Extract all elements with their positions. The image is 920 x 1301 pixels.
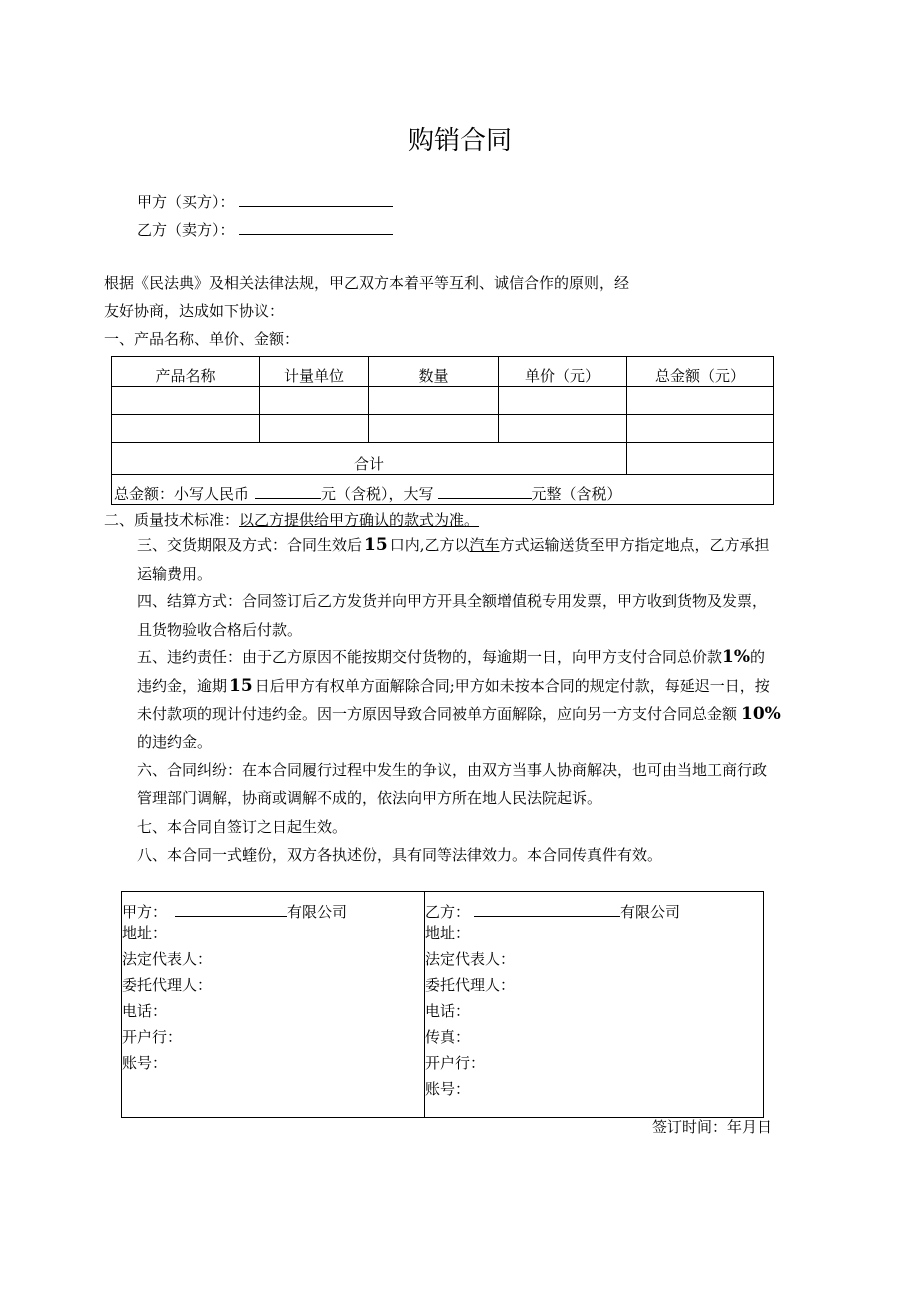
penalty-rate-1: 1% xyxy=(722,647,750,667)
section3-text-c: 方式运输送货至甲方指定地点，乙方承担 xyxy=(499,536,770,554)
seller-name-field[interactable] xyxy=(239,220,393,235)
total-label: 合计 xyxy=(112,443,627,475)
table-cell[interactable] xyxy=(369,387,499,415)
party-b-company-suffix: 有限公司 xyxy=(620,903,681,921)
party-a-label: 甲方： xyxy=(122,903,168,921)
penalty-rate-2: 10% xyxy=(741,704,781,724)
section3-text-a: 三、交货期限及方式：合同生效后 xyxy=(137,536,363,554)
buyer-name-field[interactable] xyxy=(239,192,393,207)
header-unit-price: 单价（元） xyxy=(499,357,627,387)
buyer-line xyxy=(137,192,393,212)
header-unit: 计量单位 xyxy=(260,357,369,387)
party-a-company-field[interactable] xyxy=(175,902,287,917)
amount-cell xyxy=(112,475,774,505)
table-cell[interactable] xyxy=(369,415,499,443)
party-a-cell xyxy=(122,892,425,1118)
section5-line-2 xyxy=(137,676,770,696)
seller-label: 乙方（卖方）： xyxy=(137,221,235,239)
table-cell[interactable] xyxy=(499,415,627,443)
intro-line-2: 友好协商，达成如下协议： xyxy=(104,302,285,320)
delivery-days: 15 xyxy=(364,535,388,555)
section4-line-2: 且货物验收合格后付款。 xyxy=(137,621,303,639)
section5-text-e: 未付款项的现计付违约金。因一方原因导致合同被单方面解除，应向另一方支付合同总金额 xyxy=(137,705,738,723)
header-total-amount: 总金额（元） xyxy=(627,357,774,387)
amount-prefix: 总金额：小写人民币 xyxy=(114,485,250,503)
party-b-legal-rep-label: 法定代表人： xyxy=(425,950,516,968)
party-b-address-label: 地址： xyxy=(425,924,471,942)
section3-text-b: 口内,乙方以 xyxy=(389,536,470,554)
table-row xyxy=(112,415,774,443)
table-cell[interactable] xyxy=(260,387,369,415)
party-a-agent-label: 委托代理人： xyxy=(122,976,213,994)
table-cell[interactable] xyxy=(499,387,627,415)
party-b-agent-label: 委托代理人： xyxy=(425,976,516,994)
party-b-company-field[interactable] xyxy=(474,902,620,917)
party-b-cell xyxy=(425,892,764,1118)
section5-line-3 xyxy=(137,704,781,724)
termination-days: 15 xyxy=(229,676,253,696)
section5-text-d: 日后甲方有权单方面解除合同;甲方如未按本合同的规定付款，每延迟一日，按 xyxy=(254,677,770,695)
section5-line-4: 的违约金。 xyxy=(137,733,213,751)
section7: 七、本合同自签订之日起生效。 xyxy=(137,818,348,836)
transport-mode: 汽车 xyxy=(469,536,500,554)
party-b-account-label: 账号： xyxy=(425,1080,471,1098)
section5-text-b: 的 xyxy=(750,648,766,666)
amount-row xyxy=(112,475,774,505)
table-cell[interactable] xyxy=(627,415,774,443)
section3-line-2: 运输费用。 xyxy=(137,565,213,583)
amount-words-field[interactable] xyxy=(438,484,532,499)
party-a-company-suffix: 有限公司 xyxy=(287,903,348,921)
section2-prefix: 二、质量技术标准： xyxy=(104,511,240,529)
party-a-legal-rep-label: 法定代表人： xyxy=(122,950,213,968)
section5-line-1 xyxy=(137,647,765,667)
product-table-header xyxy=(112,357,774,387)
section2 xyxy=(104,510,479,530)
amount-mid: 元（含税），大写 xyxy=(321,485,434,503)
party-a-phone-label: 电话： xyxy=(122,1002,168,1020)
table-cell[interactable] xyxy=(112,415,260,443)
party-b-bank-label: 开户行： xyxy=(425,1054,486,1072)
party-a-address-label: 地址： xyxy=(122,924,168,942)
seller-line xyxy=(137,220,393,240)
intro-line-1: 根据《民法典》及相关法律法规，甲乙双方本着平等互利、诚信合作的原则，经 xyxy=(104,274,630,292)
product-table xyxy=(111,356,774,505)
section5-text-a: 五、违约责任：由于乙方原因不能按期交付货物的，每逾期一日，向甲方支付合同总价款 xyxy=(137,648,723,666)
sign-date: 签订时间：年月日 xyxy=(652,1118,773,1136)
section8: 八、本合同一式蝰份，双方各执述份，具有同等法律效力。本合同传真件有效。 xyxy=(137,846,663,864)
amount-figures-field[interactable] xyxy=(255,484,321,499)
party-a-account-label: 账号： xyxy=(122,1054,168,1072)
total-value-cell[interactable] xyxy=(627,443,774,475)
section2-standard: 以乙方提供给甲方确认的款式为准。 xyxy=(239,511,480,529)
section6-line-2: 管理部门调解，协商或调解不成的，依法向甲方所在地人民法院起诉。 xyxy=(137,789,603,807)
buyer-label: 甲方（买方）： xyxy=(137,193,235,211)
section4-line-1: 四、结算方式：合同签订后乙方发货并向甲方开具全额增值税专用发票，甲方收到货物及发票， xyxy=(137,592,768,610)
amount-suffix: 元整（含税） xyxy=(531,485,622,503)
party-a-header xyxy=(122,892,424,920)
section6-line-1: 六、合同纠纷：在本合同履行过程中发生的争议，由双方当事人协商解决，也可由当地工商行政 xyxy=(137,761,768,779)
signature-table xyxy=(121,891,764,1118)
table-cell[interactable] xyxy=(627,387,774,415)
section3-line-1 xyxy=(137,535,770,555)
table-row xyxy=(112,387,774,415)
page-title: 购销合同 xyxy=(407,126,512,156)
total-row xyxy=(112,443,774,475)
party-b-fax-label: 传真： xyxy=(425,1028,471,1046)
section5-text-c: 违约金，逾期 xyxy=(137,677,228,695)
table-cell[interactable] xyxy=(260,415,369,443)
party-b-label: 乙方： xyxy=(425,903,471,921)
party-b-phone-label: 电话： xyxy=(425,1002,471,1020)
header-quantity: 数量 xyxy=(369,357,499,387)
header-product-name: 产品名称 xyxy=(112,357,260,387)
party-a-bank-label: 开户行： xyxy=(122,1028,183,1046)
section1-heading: 一、产品名称、单价、金额： xyxy=(104,330,300,348)
table-cell[interactable] xyxy=(112,387,260,415)
party-b-header xyxy=(425,892,763,920)
